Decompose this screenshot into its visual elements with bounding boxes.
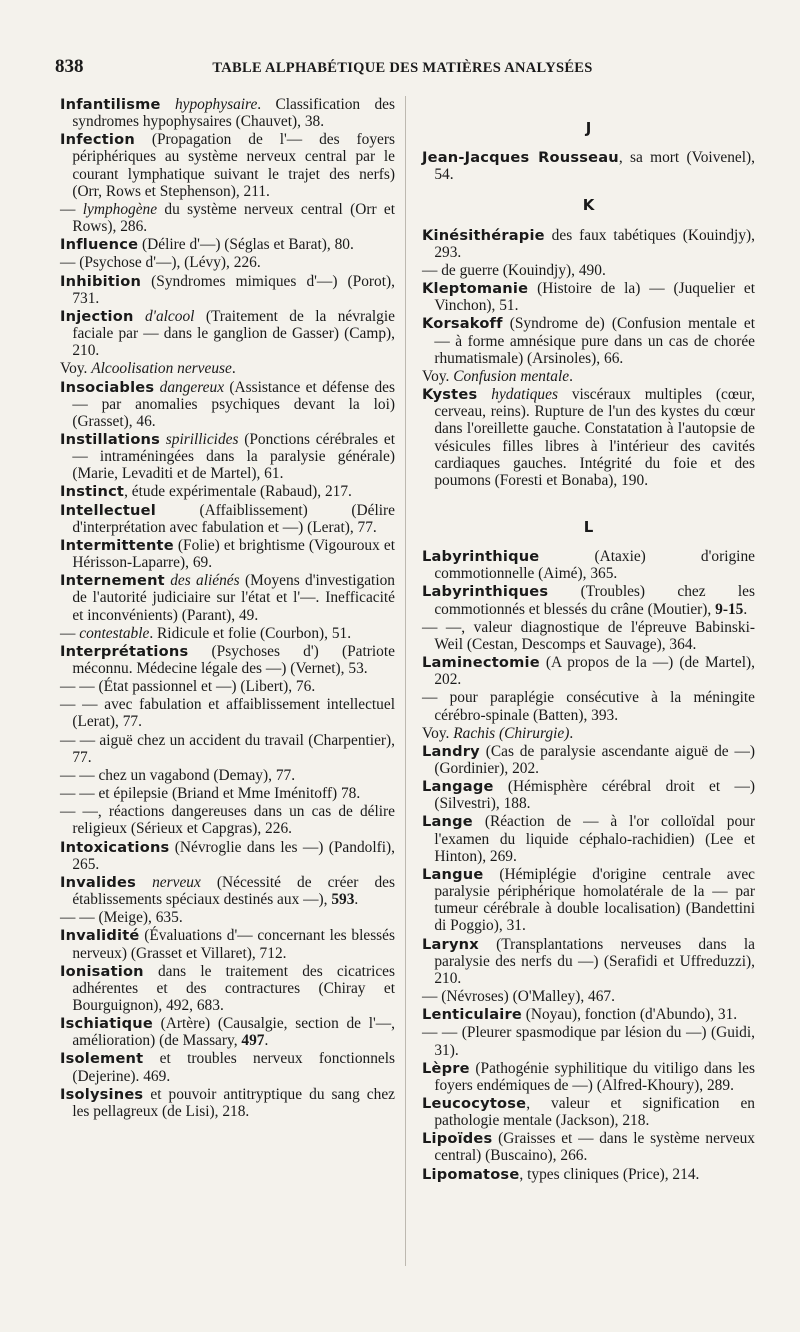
index-entry: — (Psychose d'—), (Lévy), 226. [60, 254, 261, 272]
index-entry: — — (Meige), 635. [60, 909, 183, 927]
section-letter-j: J [585, 119, 592, 137]
index-entry: Lipomatose, types cliniques (Price), 214. [422, 1165, 700, 1183]
index-entry: — — (État passionnel et —) (Libert), 76. [60, 678, 316, 696]
l-entries [422, 548, 755, 1183]
index-entry: Intellectuel (Affaiblissement) (Délire d'interprétation avec fabulation et —) (Lerat), 77. [60, 501, 395, 536]
index-entry: Instinct, étude expérimentale (Rabaud), 217. [60, 483, 352, 501]
index-entry: Internement des aliénés (Moyens d'investigation de l'autorité judiciaire sur l'état et l'—. Inefficacité et inconvénients) (Parant), 49. [60, 572, 395, 624]
index-entry: Ionisation dans le traitement des cicatrices adhérentes et des contractures (Chiray et Bourguignon), 492, 683. [60, 962, 395, 1014]
index-entry: Larynx (Transplantations nerveuses dans la paralysie des nerfs du —) (Serafidi et Uffreduzzi), 210. [422, 935, 755, 987]
index-entry: Labyrinthique (Ataxie) d'origine commotionnelle (Aimé), 365. [422, 548, 755, 583]
index-entry: Voy. Confusion mentale. [422, 367, 573, 385]
index-entry: Lenticulaire (Noyau), fonction (d'Abundo), 31. [422, 1006, 738, 1024]
index-entry: — de guerre (Kouindjy), 490. [422, 261, 606, 279]
index-entry: Langue (Hémiplégie d'origine centrale avec paralysie périphérique homolatérale de la — par tumeur cérébrale à double localisation) (Bandettini di Poggio), 31. [422, 865, 755, 935]
index-entry: Lipoïdes (Graisses et — dans le système nerveux central) (Buscaino), 266. [422, 1130, 755, 1165]
index-entry: Instillations spirillicides (Ponctions cérébrales et — intraméningées dans la paralysie générale) (Marie, Levaditi et de Martel), 61. [60, 430, 395, 483]
column-divider [405, 96, 406, 1266]
index-entry: Influence (Délire d'—) (Séglas et Barat), 80. [60, 236, 354, 254]
index-entry: Voy. Rachis (Chirurgie). [422, 724, 574, 742]
index-entry: Infection (Propagation de l'— des foyers périphériques au système nerveux central par le courant lymphatique suivant le trajet des nerfs) (Orr, Rows et Stephenson), 211. [60, 131, 395, 200]
index-entry: — (Névroses) (O'Malley), 467. [422, 988, 615, 1006]
right-column [422, 96, 755, 1184]
index-entry: — lymphogène du système nerveux central (Orr et Rows), 286. [60, 200, 395, 236]
index-entry: Invalidité (Évaluations d'— concernant les blessés nerveux) (Grasset et Villaret), 712. [60, 927, 395, 962]
index-entry: Langage (Hémisphère cérébral droit et —) (Silvestri), 188. [422, 778, 755, 813]
index-entry: Voy. Alcoolisation nerveuse. [60, 360, 236, 378]
left-column [60, 96, 395, 1121]
page-header [55, 56, 755, 78]
index-entry: Labyrinthiques (Troubles) chez les commotionnés et blessés du crâne (Moutier), 9-15. [422, 583, 755, 618]
index-entry: — —, réactions dangereuses dans un cas de délire religieux (Sérieux et Capgras), 226. [60, 803, 395, 838]
index-entry: — — aiguë chez un accident du travail (Charpentier), 77. [60, 731, 395, 766]
index-entry: Inhibition (Syndromes mimiques d'—) (Porot), 731. [60, 272, 395, 307]
index-entry: — pour paraplégie consécutive à la méningite cérébro-spinale (Batten), 393. [422, 689, 755, 724]
index-entry: Kleptomanie (Histoire de la) — (Juquelier et Vinchon), 51. [422, 280, 755, 315]
index-entry: Insociables dangereux (Assistance et défense des — par anomalies psychiques devant la loi) (Grasset), 46. [60, 378, 395, 430]
index-entry: Korsakoff (Syndrome de) (Confusion mentale et — à forme amnésique pure dans un cas de chorée rhumatismale) (Arsinoles), 66. [422, 315, 755, 367]
index-entry: — — (Pleurer spasmodique par lésion du —) (Guidi, 31). [422, 1024, 755, 1059]
j-entries [422, 149, 755, 183]
page-number: 838 [55, 56, 84, 77]
index-entry: Lange (Réaction de — à l'or colloïdal pour l'examen du liquide céphalo-rachidien) (Lee et Hinton), 269. [422, 813, 755, 865]
index-entry: — — et épilepsie (Briand et Mme Iménitoff) 78. [60, 785, 361, 803]
index-entry: Injection d'alcool (Traitement de la névralgie faciale par — dans le ganglion de Gasser) (Camp), 210. [60, 307, 395, 360]
index-entry: Jean-Jacques Rousseau, sa mort (Voivenel), 54. [422, 149, 755, 184]
index-entry: Infantilisme hypophysaire. Classification des syndromes hypophysaires (Chauvet), 38. [60, 96, 395, 131]
index-entry: Isolysines et pouvoir antitryptique du sang chez les pellagreux (de Lisi), 218. [60, 1085, 395, 1120]
index-entry: Isolement et troubles nerveux fonctionnels (Dejerine). 469. [60, 1050, 395, 1085]
running-title: TABLE ALPHABÉTIQUE DES MATIÈRES ANALYSÉES [212, 60, 593, 76]
section-letter-k: K [582, 196, 595, 215]
index-entry: — — chez un vagabond (Demay), 77. [60, 766, 296, 784]
index-entry: Interprétations (Psychoses d') (Patriote méconnu. Médecine légale des —) (Vernet), 53. [60, 642, 395, 677]
index-entry: Landry (Cas de paralysie ascendante aiguë de —) (Gordinier), 202. [422, 742, 755, 777]
index-entry: Lèpre (Pathogénie syphilitique du vitiligo dans les foyers endémiques de —) (Alfred-Khoury), 289. [422, 1059, 755, 1094]
index-entry: Kystes hydatiques viscéraux multiples (cœur, cerveau, reins). Rupture de l'un des kystes du cœur dans l'oreillette gauche. Constatation à l'autopsie de vésicules filles libres à l'intérieur des cavités cardiaques gauches. Intégrité du foie et des poumons (Foresti et Bonaba), 190. [422, 386, 755, 489]
index-entry: Kinésithérapie des faux tabétiques (Kouindjy), 293. [422, 226, 755, 261]
index-entry: — contestable. Ridicule et folie (Courbon), 51. [60, 624, 352, 642]
index-entry: Intermittente (Folie) et brightisme (Vigouroux et Hérisson-Laparre), 69. [60, 536, 395, 572]
index-entry: — —, valeur diagnostique de l'épreuve Babinski-Weil (Cestan, Descomps et Sauvage), 364. [422, 618, 755, 653]
index-entry: — — avec fabulation et affaiblissement intellectuel (Lerat), 77. [60, 696, 395, 731]
index-entry: Intoxications (Névroglie dans les —) (Pandolfi), 265. [60, 838, 395, 873]
index-entry: Invalides nerveux (Nécessité de créer des établissements spéciaux destinés aux —), 593. [60, 873, 395, 909]
section-letter-l: L [583, 517, 594, 536]
k-entries [422, 227, 755, 489]
index-entry: Ischiatique (Artère) (Causalgie, section de l'—, amélioration) (de Massary, 497. [60, 1015, 395, 1050]
index-entry: Leucocytose, valeur et signification en pathologie mentale (Jackson), 218. [422, 1094, 755, 1130]
index-entry: Laminectomie (A propos de la —) (de Martel), 202. [422, 654, 755, 689]
